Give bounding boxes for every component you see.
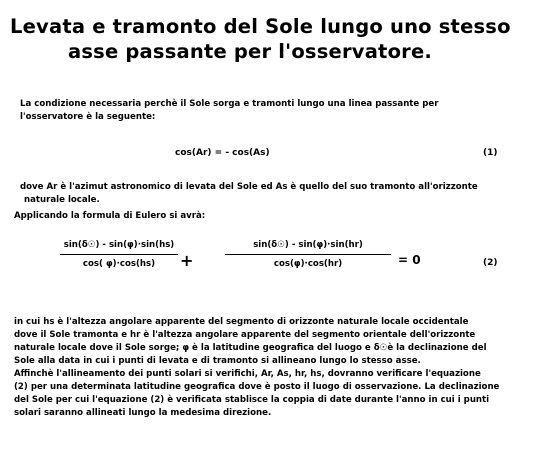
explanation-line: dove il Sole tramonta e hr è l'altezza angolare apparente del segmento orientale dell'orizzonte — [14, 330, 476, 340]
intro-line-2: l'osservatore è la seguente: — [20, 112, 156, 122]
intro-paragraph — [20, 98, 438, 124]
explanation-paragraph — [14, 316, 499, 420]
fraction-2-bar — [225, 254, 391, 255]
explanation-line: Affinchè l'allineamento dei punti solari si verifichi, Ar, As, hr, hs, dovranno verificare l'equazione — [14, 369, 481, 379]
equals-zero: = 0 — [398, 253, 421, 267]
definition-line-1: dove Ar è l'azimut astronomico di levata del Sole ed As è quello del suo tramonto all'orizzonte — [20, 182, 478, 192]
equation-2-fraction-1 — [60, 240, 178, 269]
euler-intro: Applicando la formula di Eulero si avrà: — [14, 211, 206, 221]
fraction-2-numerator: sin(δ☉) - sin(φ)·sin(hr) — [253, 240, 363, 250]
equation-1: cos(Ar) = - cos(As) — [175, 148, 270, 158]
explanation-line: (2) per una determinata latitudine geografica dove è posto il luogo di osservazione. La declinazione — [14, 382, 500, 392]
explanation-line: Sole alla data in cui i punti di levata e di tramonto si allineano lungo lo stesso asse. — [14, 356, 421, 366]
fraction-1-numerator: sin(δ☉) - sin(φ)·sin(hs) — [63, 240, 175, 250]
definition-line-2: naturale locale. — [24, 195, 100, 205]
fraction-1-denominator: cos( φ)·cos(hs) — [82, 259, 156, 269]
explanation-line: in cui hs è l'altezza angolare apparente del segmento di orizzonte naturale locale occidentale — [14, 317, 469, 327]
fraction-1-bar — [60, 254, 178, 255]
equation-2-number: (2) — [483, 258, 498, 268]
title-line-2: asse passante per l'osservatore. — [68, 40, 433, 63]
explanation-line: del Sole per cui l'equazione (2) è verificata stablisce la coppia di date durante l'anno in cui i punti — [14, 395, 490, 405]
fraction-2-denominator: cos(φ)·cos(hr) — [273, 259, 343, 269]
page-title — [10, 14, 530, 64]
equation-2-fraction-2 — [225, 240, 391, 269]
intro-line-1: La condizione necessaria perchè il Sole sorga e tramonti lungo una linea passante per — [20, 99, 439, 109]
explanation-line: naturale locale dove il Sole sorge; φ è la latitudine geografica del luogo e δ☉è la declinazione del — [14, 343, 487, 353]
definition-paragraph — [20, 181, 478, 207]
equation-1-number: (1) — [483, 148, 498, 158]
plus-sign: + — [180, 251, 194, 270]
explanation-line: solari saranno allineati lungo la medesima direzione. — [14, 408, 272, 418]
title-line-1: Levata e tramonto del Sole lungo uno stesso — [10, 15, 511, 38]
